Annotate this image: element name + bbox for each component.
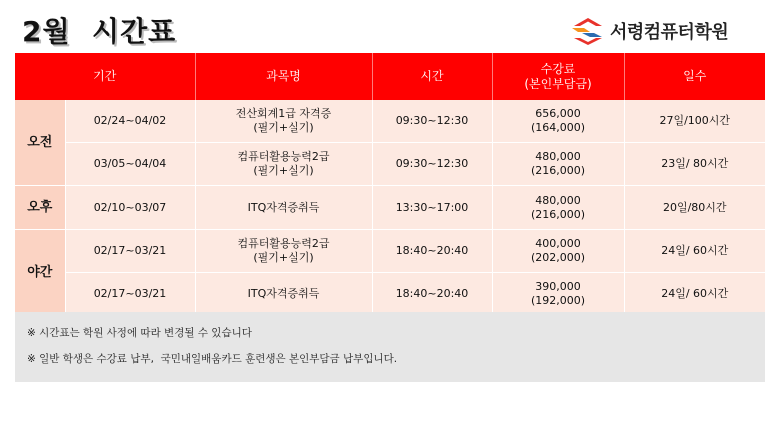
subject-line2: (필기+실기) [253, 251, 314, 264]
cell-time: 13:30~17:00 [372, 186, 492, 230]
header-fee-line2: (본인부담금) [524, 76, 592, 91]
fee-self-pay: (216,000) [530, 164, 586, 177]
cell-date: 02/17~03/21 [65, 230, 195, 273]
table-header-row [15, 53, 765, 100]
cell-time: 18:40~20:40 [372, 273, 492, 316]
brand-s-logo-icon [570, 16, 604, 46]
cell-date: 03/05~04/04 [65, 143, 195, 186]
cell-days: 20일/80시간 [624, 186, 765, 230]
cell-time: 18:40~20:40 [372, 230, 492, 273]
cell-subject [195, 186, 372, 230]
brand-name: 서령컴퓨터학원 [610, 22, 729, 43]
period-morning: 오전 [15, 100, 65, 186]
period-afternoon: 오후 [15, 186, 65, 230]
table-row [15, 143, 765, 186]
cell-fee [492, 186, 624, 230]
cell-time: 09:30~12:30 [372, 143, 492, 186]
subject-line1: 컴퓨터활용능력2급 [237, 150, 330, 163]
fee-self-pay: (192,000) [530, 294, 586, 307]
subject-line1: ITQ자격증취득 [247, 200, 320, 214]
subject-line2: (필기+실기) [253, 121, 314, 134]
subject-line2: (필기+실기) [253, 164, 314, 177]
fee-amount: 390,000 [535, 280, 581, 293]
fee-amount: 480,000 [535, 150, 581, 163]
cell-time: 09:30~12:30 [372, 100, 492, 143]
cell-fee [492, 230, 624, 273]
table-row [15, 100, 765, 143]
cell-days: 24일/ 60시간 [624, 273, 765, 316]
brand-logo [570, 14, 728, 48]
fee-self-pay: (202,000) [530, 251, 586, 264]
subject-line1: 전산회계1급 자격증 [235, 107, 332, 120]
header-fee [492, 53, 624, 100]
period-evening: 야간 [15, 230, 65, 316]
fee-self-pay: (164,000) [530, 121, 586, 134]
subject-line1: ITQ자격증취득 [247, 287, 320, 300]
fee-amount: 480,000 [535, 193, 581, 207]
note-payment-info: ※ 일반 학생은 수강료 납부, 국민내일배움카드 훈련생은 본인부담금 납부입니다. [27, 353, 398, 365]
header-period: 기간 [15, 53, 195, 100]
cell-fee [492, 100, 624, 143]
cell-fee [492, 273, 624, 316]
header-days: 일수 [624, 53, 765, 100]
cell-days: 24일/ 60시간 [624, 230, 765, 273]
header-fee-line1: 수강료 [540, 61, 576, 76]
cell-date: 02/24~04/02 [65, 100, 195, 143]
header-subject: 과목명 [195, 53, 372, 100]
note-schedule-change: ※ 시간표는 학원 사정에 따라 변경될 수 있습니다 [27, 327, 252, 339]
timetable [15, 53, 765, 316]
fee-amount: 400,000 [535, 237, 581, 250]
header-time: 시간 [372, 53, 492, 100]
cell-fee [492, 143, 624, 186]
table-row [15, 230, 765, 273]
table-row [15, 273, 765, 316]
cell-subject [195, 100, 372, 143]
fee-self-pay: (216,000) [530, 207, 586, 221]
cell-subject [195, 230, 372, 273]
table-row [15, 186, 765, 230]
cell-date: 02/17~03/21 [65, 273, 195, 316]
page-title: 2월 시간표 [22, 15, 177, 48]
cell-subject [195, 273, 372, 316]
cell-days: 27일/100시간 [624, 100, 765, 143]
cell-days: 23일/ 80시간 [624, 143, 765, 186]
cell-date: 02/10~03/07 [65, 186, 195, 230]
cell-subject [195, 143, 372, 186]
notes-box [15, 312, 765, 382]
subject-line1: 컴퓨터활용능력2급 [237, 237, 330, 250]
fee-amount: 656,000 [535, 107, 581, 120]
